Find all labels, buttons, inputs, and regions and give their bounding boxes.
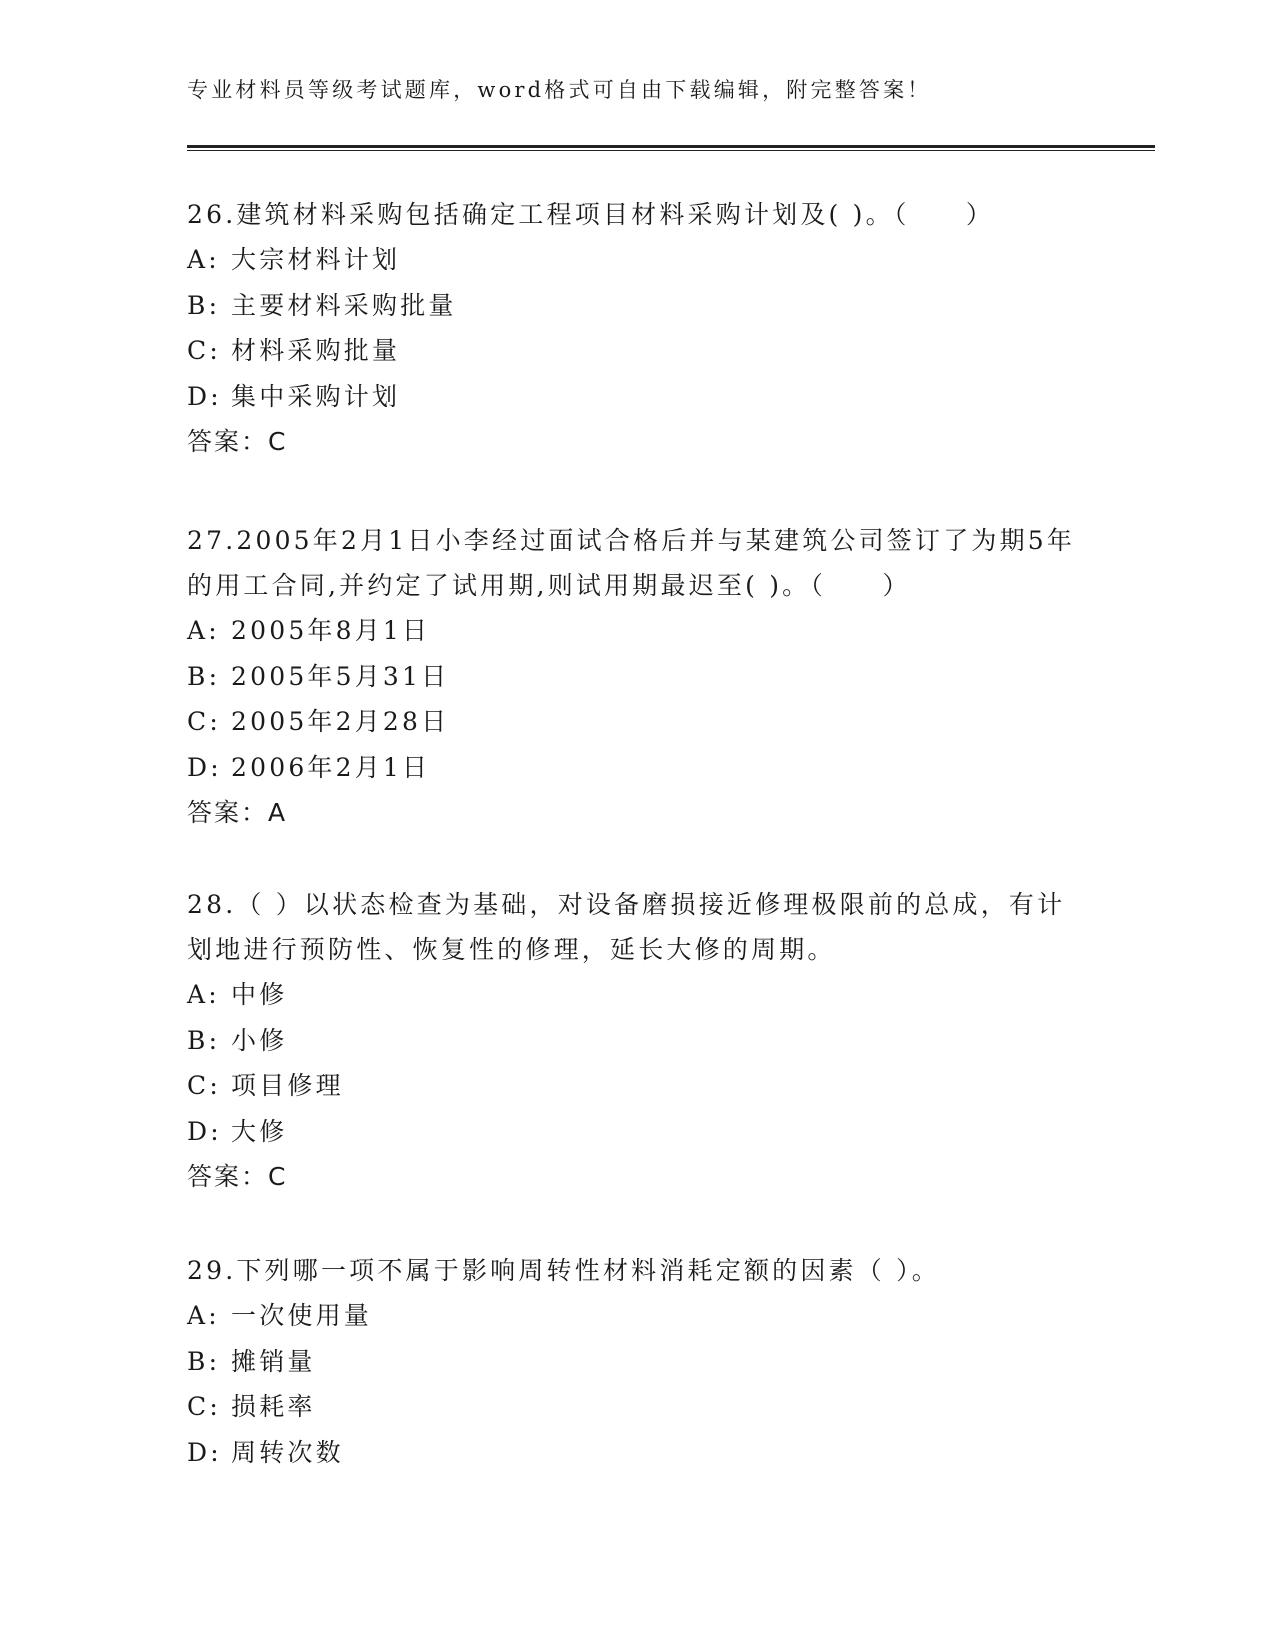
option-key: D: (187, 752, 222, 782)
header-rule-thin (187, 150, 1155, 151)
option-c (187, 699, 1087, 745)
option-text: 2006年2月1日 (231, 752, 431, 782)
question-stem: 28.（ ）以状态检查为基础，对设备磨损接近修理极限前的总成，有计划地进行预防性、恢复性的修理，延长大修的周期。 (187, 890, 1066, 964)
option-b (187, 1018, 1087, 1064)
option-key: D: (187, 1437, 222, 1467)
option-key: C: (187, 1392, 221, 1421)
option-key: C: (187, 1071, 221, 1100)
option-key: B: (187, 1346, 221, 1376)
option-text: 材料采购批量 (231, 336, 401, 365)
question-27 (187, 518, 1087, 836)
question-stem: 29.下列哪一项不属于影响周转性材料消耗定额的因素（ ）。 (187, 1256, 941, 1285)
option-text: 主要材料采购批量 (231, 290, 457, 320)
question-stem: 27.2005年2月1日小李经过面试合格后并与某建筑公司签订了为期5年的用工合同,并约定了试用期,则试用期最迟至( )。（ ） (187, 526, 1076, 600)
option-key: C: (187, 336, 221, 365)
option-text: 一次使用量 (231, 1301, 373, 1330)
option-d (187, 374, 1087, 420)
question-28 (187, 882, 1087, 1200)
option-c (187, 1384, 1087, 1430)
option-text: 2005年8月1日 (231, 616, 431, 645)
option-a (187, 972, 1087, 1018)
question-29 (187, 1248, 1087, 1475)
option-text: 项目修理 (231, 1071, 344, 1100)
option-text: 集中采购计划 (231, 381, 401, 411)
option-key: D: (187, 1116, 222, 1146)
option-text: 中修 (231, 980, 288, 1009)
option-key: B: (187, 661, 221, 691)
option-d (187, 745, 1087, 791)
option-text: 小修 (231, 1025, 288, 1055)
option-text: 大修 (231, 1116, 288, 1146)
option-text: 摊销量 (231, 1346, 316, 1376)
page-header: 专业材料员等级考试题库，word格式可自由下载编辑，附完整答案！ (187, 78, 932, 102)
option-c (187, 1063, 1087, 1109)
option-key: A: (187, 616, 220, 645)
option-d (187, 1109, 1087, 1155)
question-stem: 26.建筑材料采购包括确定工程项目材料采购计划及( )。（ ） (187, 200, 995, 229)
option-b (187, 654, 1087, 700)
option-text: 周转次数 (231, 1437, 344, 1467)
header-rule (187, 145, 1155, 148)
option-c (187, 328, 1087, 374)
answer: 答案：C (187, 1162, 288, 1191)
option-key: A: (187, 245, 220, 274)
option-key: C: (187, 707, 221, 736)
option-text: 2005年5月31日 (231, 661, 450, 691)
option-d (187, 1430, 1087, 1476)
option-b (187, 283, 1087, 329)
option-a (187, 1293, 1087, 1339)
option-text: 大宗材料计划 (231, 245, 401, 274)
option-a (187, 608, 1087, 654)
option-text: 2005年2月28日 (231, 707, 450, 736)
option-key: A: (187, 1301, 220, 1330)
option-key: B: (187, 1025, 221, 1055)
option-a (187, 237, 1087, 283)
option-key: A: (187, 980, 220, 1009)
question-26 (187, 192, 1087, 465)
answer: 答案：A (187, 798, 288, 827)
option-key: B: (187, 290, 221, 320)
option-text: 损耗率 (231, 1392, 316, 1421)
option-key: D: (187, 381, 222, 411)
answer: 答案：C (187, 427, 288, 456)
option-b (187, 1339, 1087, 1385)
